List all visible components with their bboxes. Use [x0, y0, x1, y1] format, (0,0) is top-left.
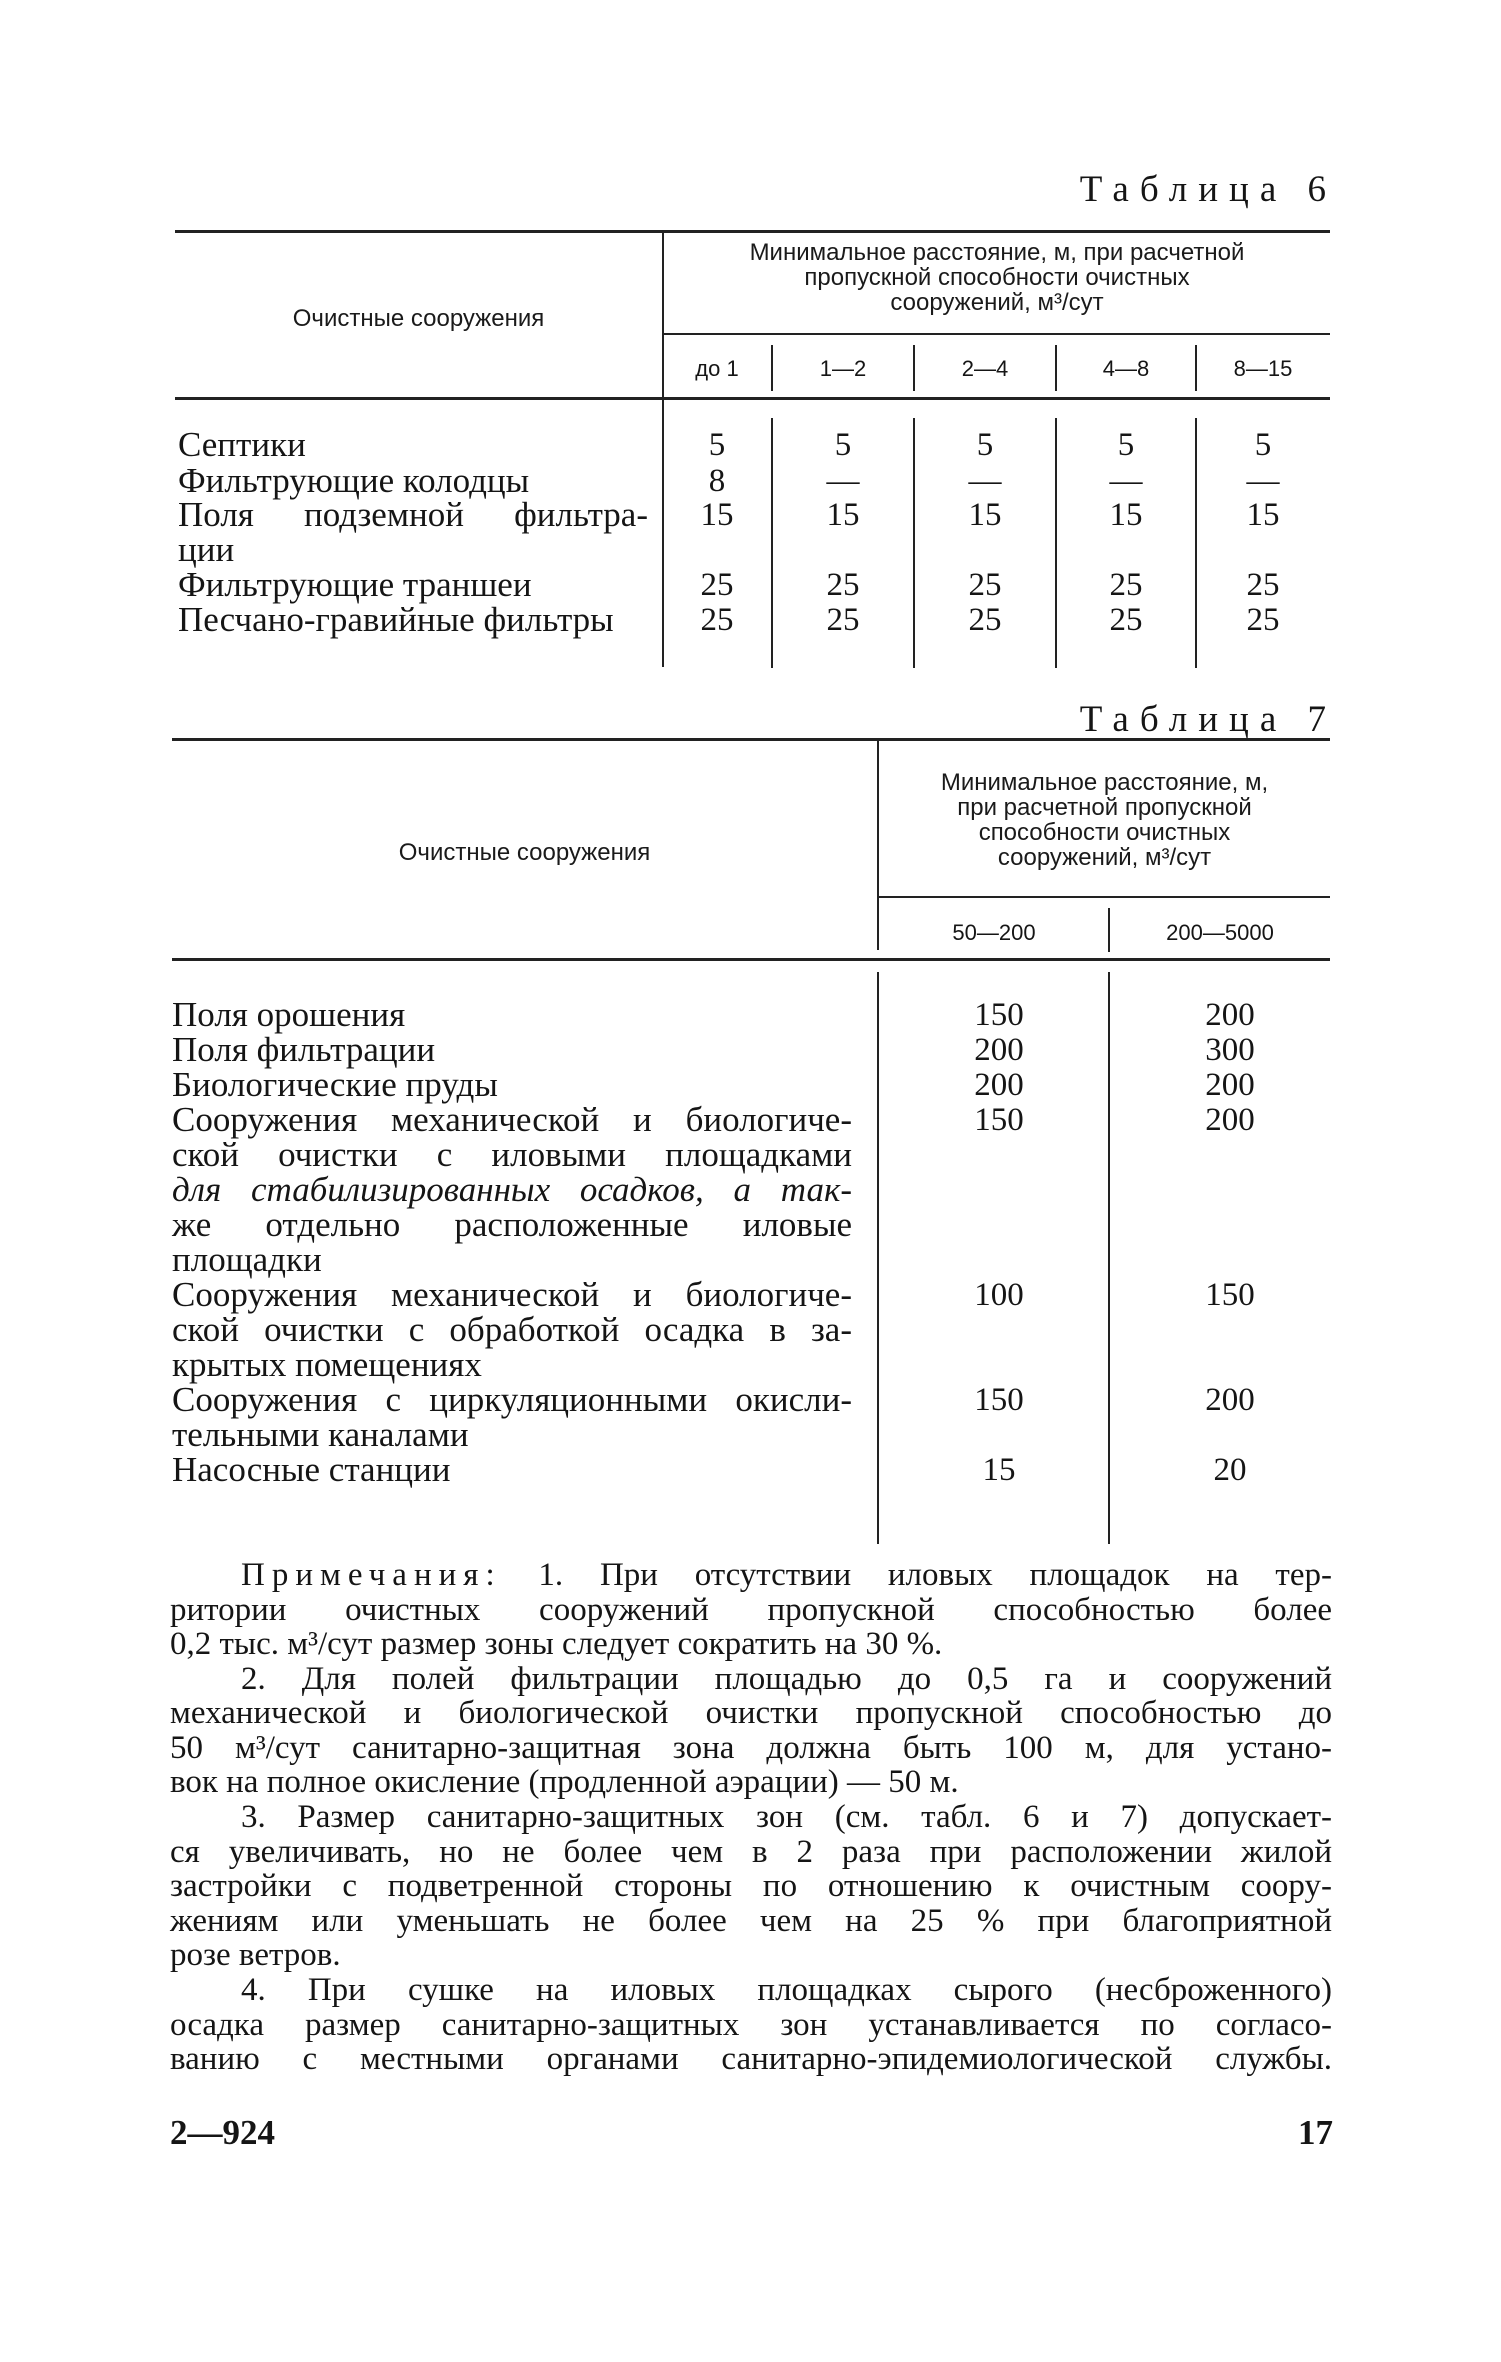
table7-cell: 200: [1205, 997, 1255, 1033]
note-line: 2. Для полей фильтрации площадью до 0,5 га и сооружений: [241, 1661, 1332, 1697]
table7-cell: 200: [974, 1032, 1024, 1068]
note-line: ванию с местными органами санитарно-эпидемиологической службы.: [170, 2041, 1332, 2077]
table6-col-header: 1—2: [819, 356, 867, 381]
table7-caption: Таблица 7: [1079, 699, 1337, 740]
table6-cell: 25: [1109, 602, 1143, 638]
table7-col-header: 200—5000: [1166, 920, 1274, 945]
table6-cell: 25: [1246, 602, 1280, 638]
note-line: ритории очистных сооружений пропускной способностью более: [170, 1592, 1332, 1628]
table6-col-header: 8—15: [1233, 356, 1293, 381]
table6-caption: Таблица 6: [1079, 169, 1337, 210]
table6-row-label: Песчано-гравийные фильтры: [178, 600, 614, 639]
table7-row-label: Сооружения механической и биологиче-: [172, 1275, 852, 1314]
table6-header-rule: [175, 397, 1330, 400]
table6-cell: 25: [1109, 567, 1143, 603]
table6-group-header-line: сооружений, м³/сут: [890, 289, 1104, 316]
note-line: 50 м³/сут санитарно-защитная зона должна быть 100 м, для устано-: [170, 1730, 1332, 1766]
print-signature: 2—924: [170, 2113, 275, 2152]
table7-group-header-line: Минимальное расстояние, м,: [940, 769, 1269, 796]
table7-row-label: крытых помещениях: [172, 1345, 482, 1384]
table6-cell: 25: [1246, 567, 1280, 603]
table7-row-label: Поля фильтрации: [172, 1030, 436, 1069]
table6-cell: 5: [1254, 427, 1272, 463]
table7-cell: 200: [1205, 1102, 1255, 1138]
note-line: 4. При сушке на иловых площадках сырого (несброженного): [241, 1972, 1332, 2008]
table7-cell: 300: [1205, 1032, 1255, 1068]
table7-group-header-line: сооружений, м³/сут: [997, 844, 1212, 871]
note-text: 1. При отсутствии иловых площадок на тер-: [538, 1557, 1332, 1593]
table6-cell: 8: [708, 463, 726, 499]
table7-row-label: Насосные станции: [172, 1450, 451, 1489]
table7-top-rule: [172, 738, 1330, 741]
table7-row-label: для стабилизированных осадков, а так-: [172, 1170, 852, 1209]
table7-cell: 200: [1205, 1067, 1255, 1103]
table7-row-label: ской очистки с обработкой осадка в за-: [172, 1310, 852, 1349]
table7-row-label: ской очистки с иловыми площадками: [172, 1135, 852, 1174]
note-line: 0,2 тыс. м³/сут размер зоны следует сократить на 30 %.: [170, 1626, 943, 1662]
table7-row-label: Поля орошения: [172, 995, 406, 1034]
table7-cell: 150: [974, 1382, 1024, 1418]
table6-cell: —: [1109, 463, 1143, 499]
table6-cell: 15: [700, 497, 734, 533]
table7-header-rule: [172, 958, 1330, 961]
table6-col-header: 4—8: [1102, 356, 1150, 381]
note-line: осадка размер санитарно-защитных зон устанавливается по согласо-: [170, 2007, 1332, 2043]
table6-col-divider: [1055, 345, 1057, 391]
table6-cell: 25: [700, 602, 734, 638]
table6-top-rule: [175, 230, 1330, 233]
table6-cell: 25: [826, 602, 860, 638]
table6-group-rule: [664, 333, 1330, 335]
table7-group-rule: [879, 896, 1330, 898]
table6-cell: 25: [700, 567, 734, 603]
note-line: [241, 1558, 1332, 1593]
table6-cell: 15: [1246, 497, 1280, 533]
note-line: жениям или уменьшать не более чем на 25 % при благоприятной: [170, 1903, 1332, 1939]
table6-cell: —: [1246, 463, 1280, 499]
table7-row-label: площадки: [172, 1240, 322, 1279]
table6-col-divider: [771, 345, 773, 391]
table7-cell: 150: [974, 1102, 1024, 1138]
table6-cell: 25: [968, 567, 1002, 603]
notes-heading: Примечания:: [241, 1557, 502, 1593]
table6-cell: 5: [1117, 427, 1135, 463]
table7-group-header: [879, 770, 1330, 870]
table6-col-header: до 1: [695, 356, 739, 381]
table6-cell: 5: [708, 427, 726, 463]
table6-row-label: Поля подземной фильтра-: [178, 495, 648, 534]
note-line: розе ветров.: [170, 1937, 341, 1973]
note-line: ся увеличивать, но не более чем в 2 раза при расположении жилой: [170, 1834, 1332, 1870]
table7-col-divider: [1108, 908, 1110, 952]
table6-cell: 15: [826, 497, 860, 533]
table6-cell: 25: [826, 567, 860, 603]
table6-stub-header: Очистные сооружения: [292, 305, 545, 332]
table6-col-divider: [1195, 345, 1197, 391]
table6-group-header-line: Минимальное расстояние, м, при расчетной: [749, 239, 1245, 266]
table6-row-label: Фильтрующие траншеи: [178, 565, 532, 604]
table6-cell: —: [968, 463, 1002, 499]
note-line: механической и биологической очистки пропускной способностью до: [170, 1695, 1332, 1731]
table7-group-header-line: при расчетной пропускной: [957, 794, 1252, 821]
table7-row-label: Сооружения механической и биологиче-: [172, 1100, 852, 1139]
table6-cell: 15: [968, 497, 1002, 533]
table6-row-label: Септики: [178, 425, 306, 464]
table6-row-label: ции: [178, 530, 235, 569]
table7-cell: 200: [974, 1067, 1024, 1103]
table6-cell: 5: [976, 427, 994, 463]
table6-col-divider: [913, 345, 915, 391]
table7-group-header-line: способности очистных: [978, 819, 1231, 846]
table7-cell: 150: [1205, 1277, 1255, 1313]
table6-cell: 25: [968, 602, 1002, 638]
table7-cell: 100: [974, 1277, 1024, 1313]
table6-group-header: [664, 240, 1330, 315]
table7-cell: 200: [1205, 1382, 1255, 1418]
table6-row-label: Фильтрующие колодцы: [178, 461, 530, 500]
table6-group-header-line: пропускной способности очистных: [804, 264, 1190, 291]
table7-row-label: Сооружения с циркуляционными окисли-: [172, 1380, 852, 1419]
table7-cell: 150: [974, 997, 1024, 1033]
note-line: вок на полное окисление (продленной аэрации) — 50 м.: [170, 1764, 959, 1800]
note-line: застройки с подветренной стороны по отношению к очистным соору-: [170, 1868, 1332, 1904]
table7-cell: 15: [982, 1452, 1016, 1488]
table6-col-header: 2—4: [961, 356, 1009, 381]
table6-cell: —: [826, 463, 860, 499]
table6-cell: 5: [834, 427, 852, 463]
table7-cell: 20: [1213, 1452, 1247, 1488]
table6-cell: 15: [1109, 497, 1143, 533]
table7-row-label: тельными каналами: [172, 1415, 469, 1454]
page-number: 17: [1298, 2113, 1333, 2152]
table7-col-header: 50—200: [952, 920, 1036, 945]
table7-stub-header: Очистные сооружения: [398, 839, 651, 866]
table7-row-label: Биологические пруды: [172, 1065, 498, 1104]
note-line: 3. Размер санитарно-защитных зон (см. табл. 6 и 7) допускает-: [241, 1799, 1332, 1835]
table7-row-label: же отдельно расположенные иловые: [172, 1205, 852, 1244]
